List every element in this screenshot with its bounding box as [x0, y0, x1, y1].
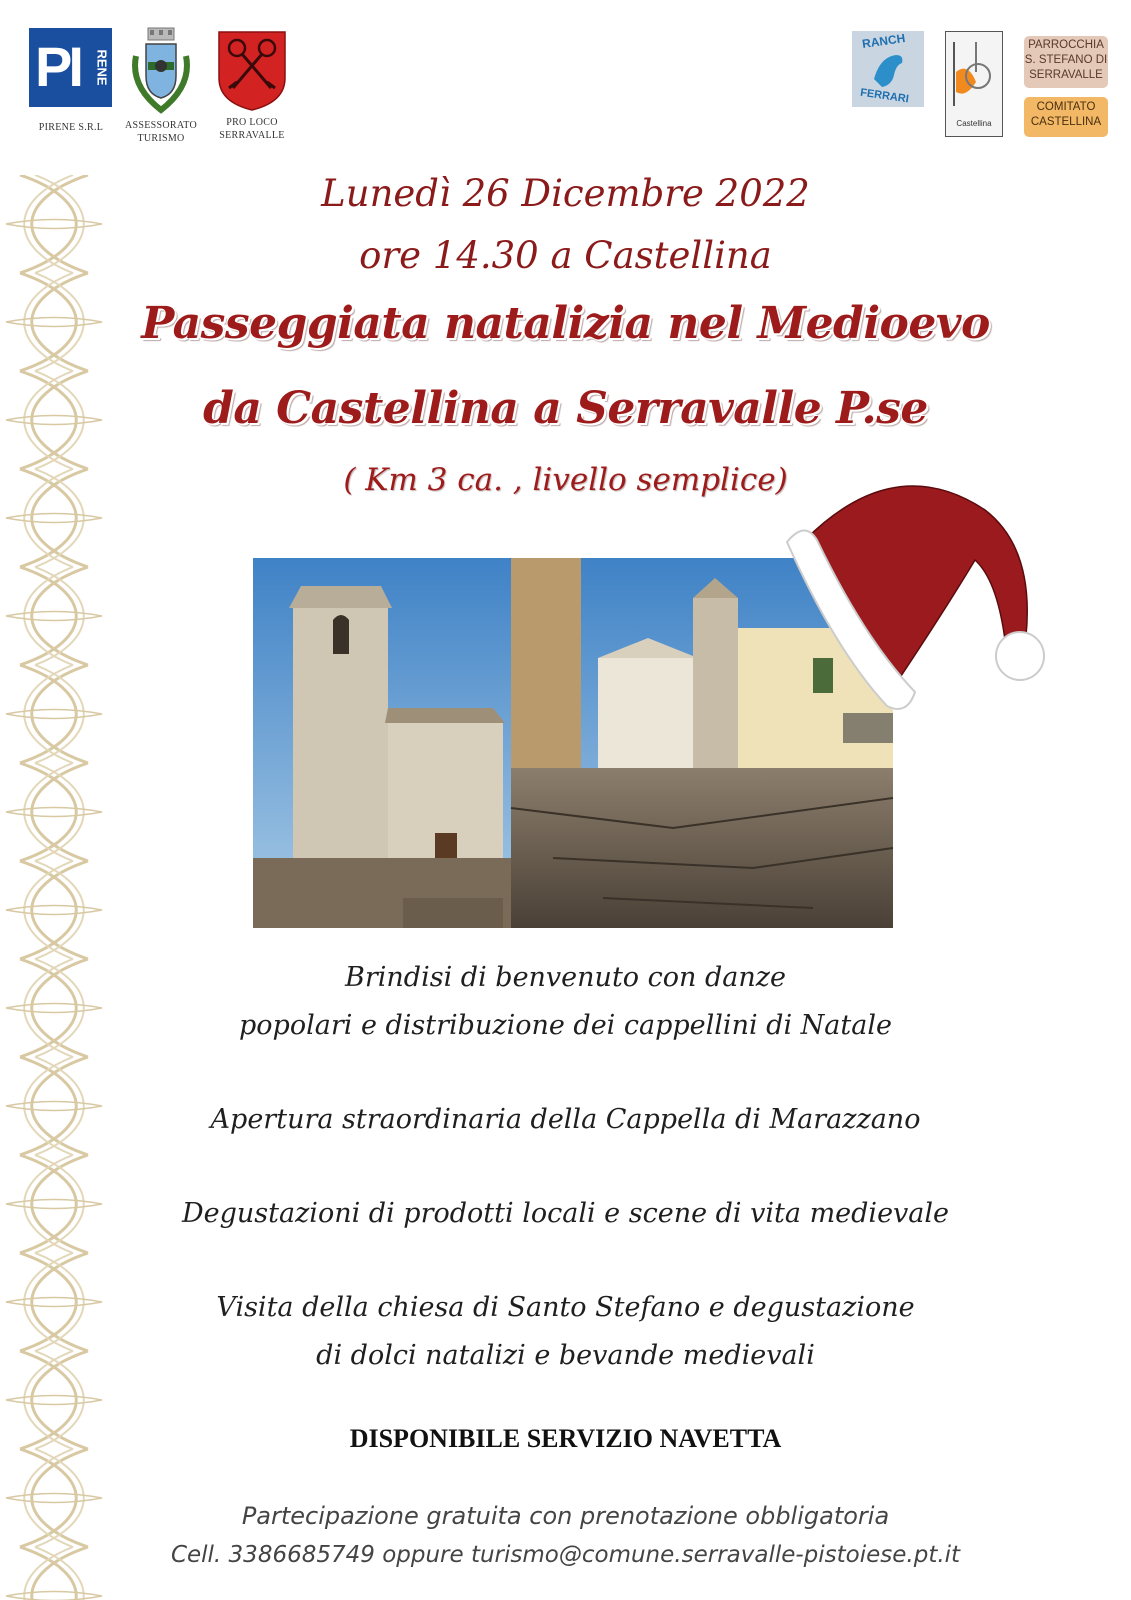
event-title-line1: Passeggiata natalizia nel Medioevo — [141, 298, 990, 349]
keys-shield-icon — [217, 30, 287, 112]
ferrari-text: FERRARI — [859, 86, 910, 106]
parrocchia-line2: S. STEFANO DI — [1024, 54, 1108, 66]
contact-participation: Partecipazione gratuita con prenotazione obbligatoria — [241, 1502, 890, 1530]
event-time-place: ore 14.30 a Castellina — [359, 234, 772, 277]
proloco-caption-line1: PRO LOCO — [226, 117, 278, 128]
comitato-line1: COMITATO — [1036, 101, 1096, 113]
pirene-logo-side: RENE — [94, 49, 110, 86]
gruppo-name: Castellina — [956, 119, 992, 128]
pirene-logo — [29, 28, 112, 107]
program-item4-line2: di dolci natalizi e bevande medievali — [316, 1340, 815, 1371]
parrocchia-tag — [1024, 36, 1108, 88]
pirene-caption: PIRENE S.R.L — [38, 122, 104, 133]
program-item1-line2: popolari e distribuzione dei cappellini di Natale — [239, 1010, 892, 1041]
assessorato-crest — [126, 26, 196, 114]
santa-hat-icon — [775, 470, 1067, 722]
proloco-caption — [206, 116, 298, 142]
flag-icon — [946, 32, 1002, 112]
gruppo-castellina-logo — [945, 31, 1003, 137]
program-item3: Degustazioni di prodotti locali e scene di vita medievale — [181, 1198, 950, 1229]
ranch-text: RANCH — [861, 31, 907, 51]
shuttle-notice: DISPONIBILE SERVIZIO NAVETTA — [349, 1424, 782, 1453]
proloco-shield — [217, 30, 287, 112]
program-item2: Apertura straordinaria della Cappella di Marazzano — [210, 1104, 921, 1135]
contact-phone-email: Cell. 3386685749 oppure turismo@comune.serravalle-pistoiese.pt.it — [170, 1542, 961, 1568]
program-item4-line1: Visita della chiesa di Santo Stefano e degustazione — [216, 1292, 915, 1323]
comitato-tag — [1024, 97, 1108, 137]
program-item1-line1: Brindisi di benvenuto con danze — [345, 962, 786, 993]
event-details: ( Km 3 ca. , livello semplice) — [343, 462, 788, 498]
assessorato-caption-line1: ASSESSORATO — [124, 120, 198, 131]
proloco-caption-line2: SERRAVALLE — [219, 130, 285, 141]
event-date: Lunedì 26 Dicembre 2022 — [321, 172, 810, 215]
parrocchia-line3: SERRAVALLE — [1029, 69, 1103, 81]
parrocchia-line1: PARROCCHIA — [1028, 39, 1104, 51]
assessorato-caption — [116, 119, 206, 145]
ranch-ferrari-logo — [852, 31, 924, 107]
event-title-line2: da Castellina a Serravalle P.se — [203, 383, 928, 434]
assessorato-caption-line2: TURISMO — [137, 133, 185, 144]
comitato-line2: CASTELLINA — [1030, 116, 1102, 128]
crest-icon — [126, 26, 196, 114]
pirene-logo-mark: PI — [35, 35, 80, 98]
